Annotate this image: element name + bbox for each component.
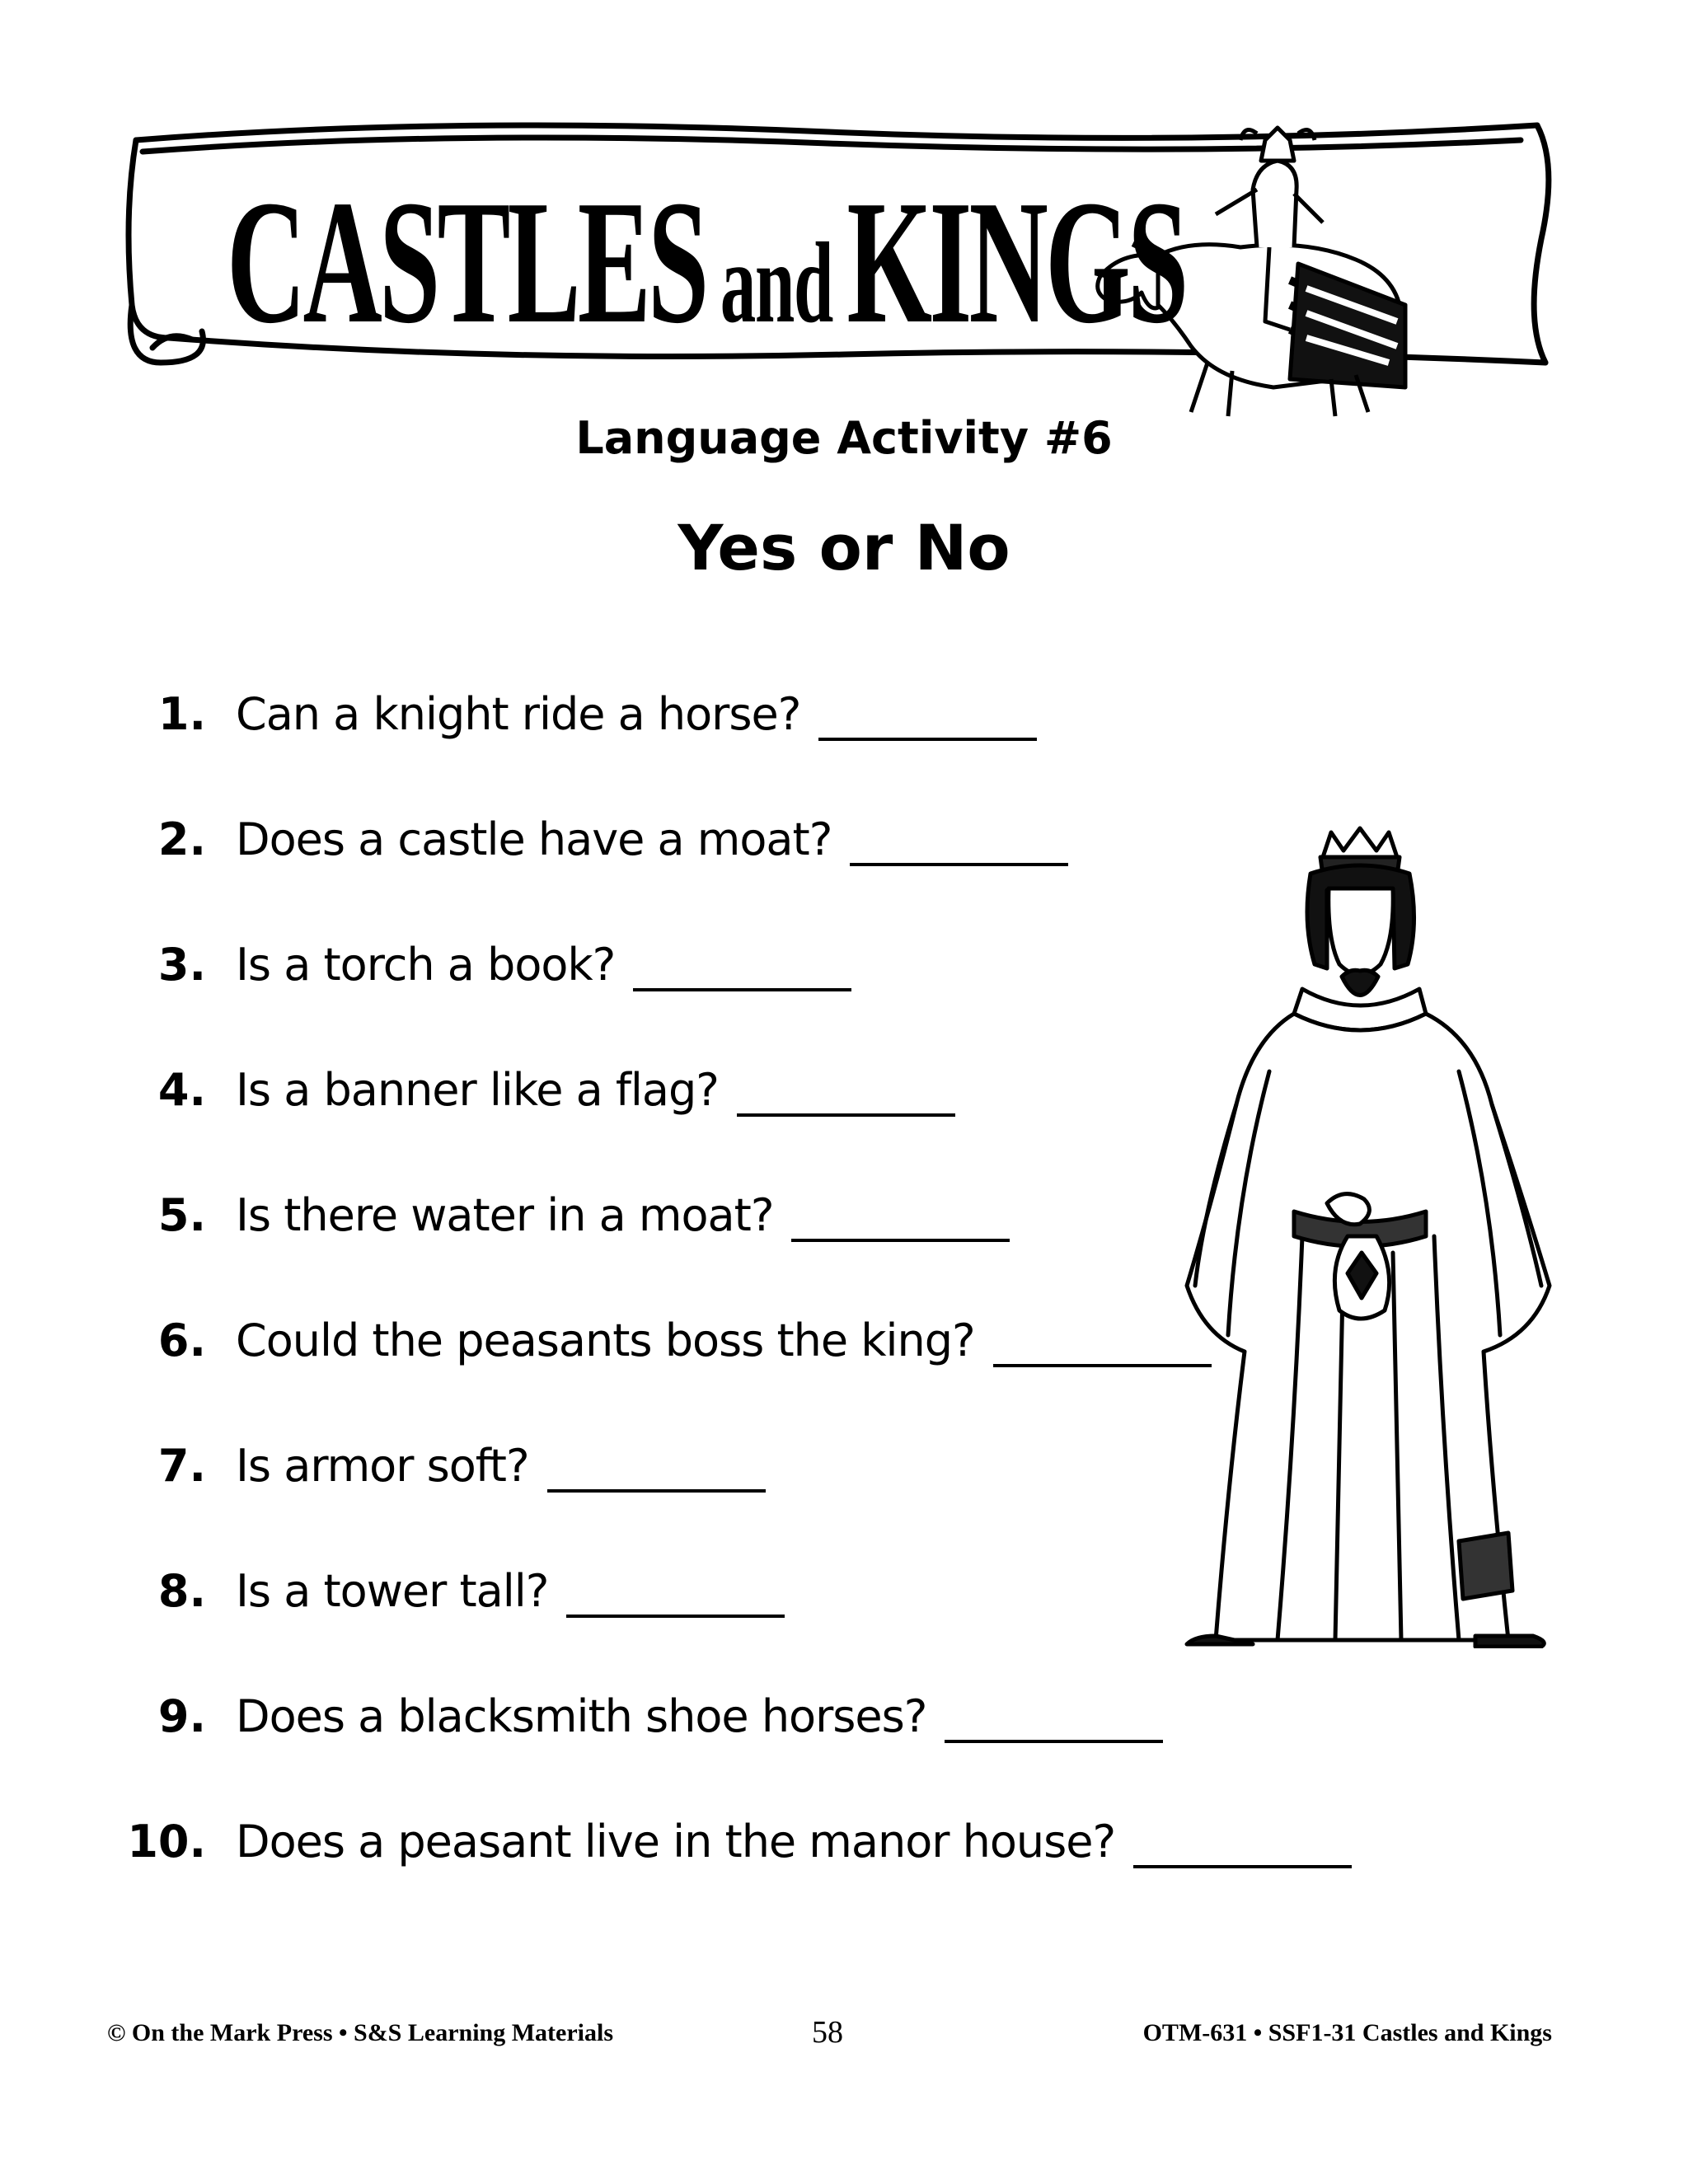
- activity-subtitle: Language Activity #6: [575, 412, 1113, 464]
- question-item: [115, 1064, 955, 1130]
- banner-word-castles: CASTLES: [227, 163, 706, 360]
- question-text: Can a knight ride a horse?: [236, 688, 801, 740]
- question-text: Does a blacksmith shoe horses?: [236, 1690, 927, 1742]
- question-number: 1.: [157, 688, 206, 740]
- answer-blank[interactable]: [633, 988, 851, 991]
- answer-blank[interactable]: [850, 863, 1068, 866]
- question-item: [115, 939, 851, 1005]
- banner-word-kings: KINGS: [846, 163, 1186, 360]
- question-text: Could the peasants boss the king?: [236, 1315, 975, 1366]
- question-item: [115, 1816, 1352, 1882]
- answer-blank[interactable]: [1133, 1865, 1352, 1868]
- banner-word-and: and: [720, 219, 833, 347]
- question-text: Is armor soft?: [236, 1440, 529, 1492]
- question-number: 5.: [157, 1189, 206, 1241]
- activity-title: Yes or No: [678, 511, 1010, 584]
- question-number: 7.: [157, 1440, 206, 1492]
- answer-blank[interactable]: [791, 1239, 1010, 1242]
- question-number: 10.: [127, 1816, 206, 1868]
- question-text: Is a tower tall?: [236, 1565, 549, 1617]
- answer-blank[interactable]: [566, 1615, 785, 1618]
- question-item: [115, 1440, 766, 1506]
- question-text: Is a banner like a flag?: [236, 1064, 719, 1116]
- question-item: [115, 688, 1037, 754]
- question-number: 3.: [157, 939, 206, 991]
- question-text: Does a peasant live in the manor house?: [236, 1816, 1116, 1868]
- question-text: Is a torch a book?: [236, 939, 616, 991]
- question-text: Is there water in a moat?: [236, 1189, 774, 1241]
- king-illustration-icon: [1179, 824, 1558, 1648]
- question-item: [115, 1315, 1212, 1380]
- question-text: Does a castle have a moat?: [236, 813, 832, 865]
- footer-book-code: OTM-631 • SSF1-31 Castles and Kings: [1142, 2019, 1552, 2046]
- banner-title: [227, 163, 1186, 360]
- answer-blank[interactable]: [818, 738, 1037, 741]
- answer-blank[interactable]: [547, 1489, 766, 1493]
- question-number: 2.: [157, 813, 206, 865]
- page-number: 58: [812, 2015, 843, 2050]
- question-number: 9.: [157, 1690, 206, 1742]
- question-number: 8.: [157, 1565, 206, 1617]
- answer-blank[interactable]: [737, 1113, 955, 1117]
- question-number: 6.: [157, 1315, 206, 1366]
- question-item: [115, 1189, 1010, 1255]
- question-item: [115, 813, 1068, 879]
- answer-blank[interactable]: [945, 1740, 1163, 1743]
- footer-copyright: © On the Mark Press • S&S Learning Materials: [107, 2019, 613, 2046]
- question-item: [115, 1565, 785, 1631]
- question-number: 4.: [157, 1064, 206, 1116]
- question-item: [115, 1690, 1163, 1756]
